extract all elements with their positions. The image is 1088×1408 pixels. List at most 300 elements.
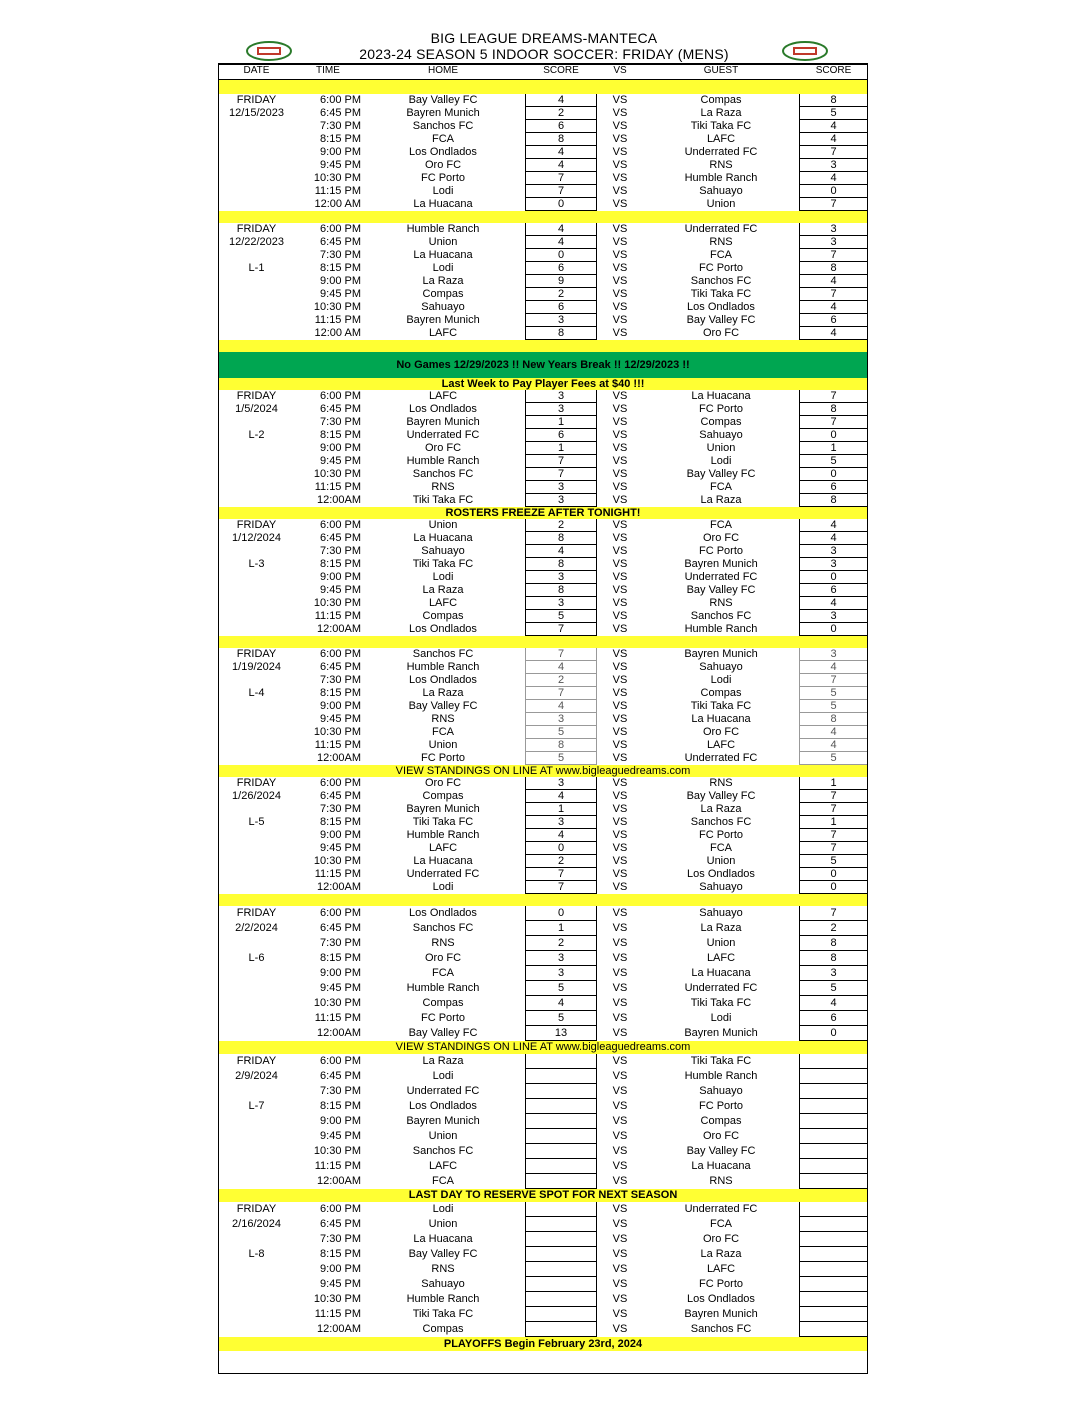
home-score[interactable]: 5: [525, 981, 597, 996]
home-score[interactable]: 1: [525, 921, 597, 936]
guest-score[interactable]: 3: [799, 159, 868, 172]
home-score[interactable]: 4: [525, 545, 597, 558]
home-team: Los Ondlados: [409, 907, 477, 919]
home-team: Humble Ranch: [406, 1293, 480, 1305]
game-row: [218, 687, 868, 700]
game-row: [218, 868, 868, 881]
game-row: [218, 1202, 868, 1217]
home-team: Bay Valley FC: [408, 94, 478, 106]
vs-label: VS: [612, 314, 628, 326]
home-score[interactable]: 3: [525, 597, 597, 610]
time-cell: 11:15 PM: [314, 185, 361, 197]
date-cell: 12/22/2023: [228, 236, 285, 248]
home-team: Tiki Taka FC: [412, 494, 474, 506]
game-row: [218, 327, 868, 340]
notice-banner: LAST DAY TO RESERVE SPOT FOR NEXT SEASON: [218, 1189, 868, 1202]
home-score[interactable]: 1: [525, 803, 597, 816]
game-row: [218, 1262, 868, 1277]
home-score[interactable]: [525, 1322, 597, 1337]
game-row: [218, 1084, 868, 1099]
guest-score[interactable]: [799, 1054, 868, 1069]
guest-team: Los Ondlados: [687, 868, 755, 880]
game-row: [218, 726, 868, 739]
game-row: [218, 288, 868, 301]
guest-team: LAFC: [706, 739, 736, 751]
game-row: [218, 159, 868, 172]
home-score[interactable]: 3: [525, 314, 597, 327]
guest-score[interactable]: 5: [799, 107, 868, 120]
home-score[interactable]: 2: [525, 107, 597, 120]
vs-label: VS: [612, 674, 628, 686]
guest-score[interactable]: 2: [799, 921, 868, 936]
date-cell: 2/2/2024: [235, 922, 278, 934]
guest-team: La Raza: [700, 107, 742, 119]
home-score[interactable]: 0: [525, 842, 597, 855]
guest-score[interactable]: 3: [799, 223, 868, 236]
time-cell: 6:45 PM: [320, 661, 361, 673]
guest-score[interactable]: 0: [799, 185, 868, 198]
home-team: Bayren Munich: [406, 314, 480, 326]
home-score[interactable]: 0: [525, 249, 597, 262]
guest-score[interactable]: [799, 1277, 868, 1292]
guest-score[interactable]: 3: [799, 610, 868, 623]
date-cell: L-1: [248, 262, 265, 274]
game-row: [218, 790, 868, 803]
home-score[interactable]: [525, 1217, 597, 1232]
guest-score[interactable]: [799, 1069, 868, 1084]
home-score[interactable]: 9: [525, 275, 597, 288]
vs-label: VS: [612, 1130, 628, 1142]
home-score[interactable]: 5: [525, 610, 597, 623]
date-cell: FRIDAY: [236, 1203, 277, 1215]
home-score[interactable]: 6: [525, 120, 597, 133]
guest-score[interactable]: 4: [799, 275, 868, 288]
game-row: [218, 713, 868, 726]
home-score[interactable]: 6: [525, 429, 597, 442]
guest-team: RNS: [709, 1175, 733, 1187]
vs-label: VS: [612, 519, 628, 531]
home-team: Los Ondlados: [409, 674, 477, 686]
home-score[interactable]: 4: [525, 790, 597, 803]
home-team: Los Ondlados: [409, 403, 477, 415]
guest-score[interactable]: 8: [799, 403, 868, 416]
time-cell: 12:00 AM: [314, 327, 361, 339]
notice-banner: VIEW STANDINGS ON LINE AT www.bigleaguedreams.com: [218, 1041, 868, 1054]
vs-label: VS: [612, 1085, 628, 1097]
guest-team: FCA: [710, 1218, 732, 1230]
home-score[interactable]: 7: [525, 687, 597, 700]
vs-label: VS: [612, 881, 628, 893]
time-cell: 9:45 PM: [320, 842, 361, 854]
home-score[interactable]: 13: [525, 1026, 597, 1041]
home-score[interactable]: 6: [525, 262, 597, 275]
vs-label: VS: [612, 403, 628, 415]
home-team: LAFC: [428, 842, 458, 854]
guest-score[interactable]: [799, 1099, 868, 1114]
home-team: Bayren Munich: [406, 107, 480, 119]
guest-score[interactable]: 4: [799, 519, 868, 532]
home-score[interactable]: 5: [525, 752, 597, 765]
guest-score[interactable]: [799, 1247, 868, 1262]
guest-score[interactable]: 7: [799, 198, 868, 211]
guest-score[interactable]: 6: [799, 584, 868, 597]
home-score[interactable]: 0: [525, 198, 597, 211]
home-team: Sahuayo: [421, 1278, 465, 1290]
home-score[interactable]: 7: [525, 455, 597, 468]
date-cell: 1/19/2024: [232, 661, 281, 673]
guest-score[interactable]: 5: [799, 687, 868, 700]
home-team: Sanchos FC: [412, 922, 474, 934]
home-score[interactable]: 2: [525, 855, 597, 868]
guest-score[interactable]: 3: [799, 545, 868, 558]
vs-label: VS: [612, 584, 628, 596]
time-cell: 10:30 PM: [313, 855, 361, 867]
guest-team: Los Ondlados: [687, 1293, 755, 1305]
home-score[interactable]: [525, 1069, 597, 1084]
home-score[interactable]: [525, 1307, 597, 1322]
vs-label: VS: [612, 1012, 628, 1024]
guest-score[interactable]: 4: [799, 172, 868, 185]
time-cell: 9:45 PM: [320, 584, 361, 596]
guest-team: Oro FC: [702, 532, 740, 544]
home-score[interactable]: [525, 1144, 597, 1159]
guest-score[interactable]: 5: [799, 700, 868, 713]
home-score[interactable]: 7: [525, 185, 597, 198]
home-score[interactable]: 3: [525, 481, 597, 494]
game-row: [218, 921, 868, 936]
guest-score[interactable]: 3: [799, 966, 868, 981]
guest-score[interactable]: 0: [799, 571, 868, 584]
guest-score[interactable]: 4: [799, 120, 868, 133]
guest-score[interactable]: 7: [799, 390, 868, 403]
time-cell: 10:30 PM: [313, 1293, 361, 1305]
date-cell: 1/12/2024: [232, 532, 281, 544]
vs-label: VS: [612, 790, 628, 802]
guest-score[interactable]: 4: [799, 661, 868, 674]
guest-score[interactable]: 7: [799, 674, 868, 687]
home-score[interactable]: [525, 1262, 597, 1277]
guest-score[interactable]: [799, 1232, 868, 1247]
guest-team: Underrated FC: [684, 146, 758, 158]
date-cell: FRIDAY: [236, 777, 277, 789]
home-score[interactable]: 7: [525, 468, 597, 481]
home-team: La Huacana: [413, 1233, 473, 1245]
home-score[interactable]: 4: [525, 94, 597, 107]
game-row: [218, 674, 868, 687]
home-team: Los Ondlados: [409, 623, 477, 635]
guest-score[interactable]: 3: [799, 558, 868, 571]
home-score[interactable]: 4: [525, 700, 597, 713]
vs-label: VS: [612, 997, 628, 1009]
home-score[interactable]: 3: [525, 951, 597, 966]
home-score[interactable]: 3: [525, 713, 597, 726]
vs-label: VS: [612, 777, 628, 789]
guest-score[interactable]: 8: [799, 936, 868, 951]
time-cell: 9:00 PM: [320, 967, 361, 979]
guest-team: Union: [706, 198, 736, 210]
guest-score[interactable]: 0: [799, 429, 868, 442]
home-team: Underrated FC: [406, 1085, 480, 1097]
guest-team: FC Porto: [698, 1100, 743, 1112]
home-score[interactable]: 1: [525, 442, 597, 455]
guest-score[interactable]: 7: [799, 906, 868, 921]
game-row: [218, 1322, 868, 1337]
home-score[interactable]: 4: [525, 236, 597, 249]
home-score[interactable]: [525, 1292, 597, 1307]
vs-label: VS: [612, 468, 628, 480]
home-score[interactable]: 7: [525, 172, 597, 185]
home-team: Sanchos FC: [412, 648, 474, 660]
home-team: Compas: [422, 288, 464, 300]
guest-team: Union: [706, 442, 736, 454]
guest-score[interactable]: 4: [799, 301, 868, 314]
home-score[interactable]: 7: [525, 648, 597, 661]
guest-score[interactable]: 8: [799, 262, 868, 275]
home-score[interactable]: 2: [525, 936, 597, 951]
guest-score[interactable]: 6: [799, 314, 868, 327]
home-score[interactable]: 7: [525, 623, 597, 636]
guest-score[interactable]: [799, 1084, 868, 1099]
time-cell: 9:45 PM: [320, 982, 361, 994]
time-cell: 12:00AM: [316, 1027, 361, 1039]
guest-team: Sahuayo: [699, 185, 743, 197]
home-score[interactable]: 3: [525, 390, 597, 403]
guest-score[interactable]: 8: [799, 494, 868, 507]
guest-score[interactable]: 7: [799, 803, 868, 816]
game-row: [218, 623, 868, 636]
home-team: La Huacana: [413, 855, 473, 867]
guest-score[interactable]: 4: [799, 532, 868, 545]
home-score[interactable]: 4: [525, 159, 597, 172]
vs-label: VS: [612, 1055, 628, 1067]
home-team: Bay Valley FC: [408, 1248, 478, 1260]
vs-label: VS: [612, 1175, 628, 1187]
game-row: [218, 249, 868, 262]
guest-score[interactable]: 3: [799, 648, 868, 661]
guest-score[interactable]: [799, 1292, 868, 1307]
home-score[interactable]: [525, 1159, 597, 1174]
guest-score[interactable]: 7: [799, 146, 868, 159]
home-score[interactable]: [525, 1247, 597, 1262]
vs-label: VS: [612, 159, 628, 171]
home-score[interactable]: [525, 1174, 597, 1189]
game-row: [218, 403, 868, 416]
guest-team: LAFC: [706, 952, 736, 964]
home-score[interactable]: [525, 1054, 597, 1069]
guest-score[interactable]: [799, 1307, 868, 1322]
home-team: Union: [428, 236, 458, 248]
home-score[interactable]: 2: [525, 674, 597, 687]
vs-label: VS: [612, 713, 628, 725]
home-team: LAFC: [428, 390, 458, 402]
home-score[interactable]: [525, 1232, 597, 1247]
home-score[interactable]: 3: [525, 966, 597, 981]
time-cell: 6:45 PM: [320, 532, 361, 544]
vs-label: VS: [612, 1278, 628, 1290]
guest-score[interactable]: 5: [799, 455, 868, 468]
game-row: [218, 301, 868, 314]
home-team: Humble Ranch: [406, 661, 480, 673]
game-row: [218, 752, 868, 765]
home-score[interactable]: [525, 1277, 597, 1292]
home-score[interactable]: 8: [525, 327, 597, 340]
time-cell: 7:30 PM: [320, 416, 361, 428]
vs-label: VS: [612, 172, 628, 184]
guest-score[interactable]: 8: [799, 94, 868, 107]
guest-score[interactable]: 7: [799, 790, 868, 803]
home-score[interactable]: [525, 1099, 597, 1114]
time-cell: 8:15 PM: [320, 952, 361, 964]
home-score[interactable]: [525, 1114, 597, 1129]
home-score[interactable]: 7: [525, 881, 597, 894]
home-score[interactable]: 5: [525, 726, 597, 739]
game-row: [218, 1026, 868, 1041]
home-score[interactable]: 8: [525, 739, 597, 752]
guest-score[interactable]: 8: [799, 951, 868, 966]
guest-score[interactable]: [799, 1202, 868, 1217]
home-score[interactable]: 8: [525, 532, 597, 545]
guest-score[interactable]: [799, 1322, 868, 1337]
guest-score[interactable]: 7: [799, 842, 868, 855]
home-score[interactable]: 6: [525, 301, 597, 314]
vs-label: VS: [612, 1145, 628, 1157]
vs-label: VS: [612, 223, 628, 235]
time-cell: 11:15 PM: [314, 1308, 361, 1320]
home-score[interactable]: [525, 1084, 597, 1099]
home-score[interactable]: 8: [525, 584, 597, 597]
home-score[interactable]: 5: [525, 1011, 597, 1026]
guest-team: Bayren Munich: [684, 648, 758, 660]
guest-score[interactable]: [799, 1262, 868, 1277]
home-score[interactable]: 7: [525, 868, 597, 881]
guest-score[interactable]: [799, 1144, 868, 1159]
home-team: Sanchos FC: [412, 1145, 474, 1157]
vs-label: VS: [612, 429, 628, 441]
game-row: [218, 1114, 868, 1129]
home-score[interactable]: 4: [525, 829, 597, 842]
home-score[interactable]: 0: [525, 906, 597, 921]
game-row: [218, 275, 868, 288]
home-team: La Huacana: [413, 198, 473, 210]
guest-score[interactable]: 5: [799, 855, 868, 868]
guest-team: Tiki Taka FC: [690, 1055, 752, 1067]
time-cell: 9:00 PM: [320, 1115, 361, 1127]
guest-score[interactable]: 4: [799, 597, 868, 610]
vs-label: VS: [612, 442, 628, 454]
guest-score[interactable]: 4: [799, 739, 868, 752]
notice-banner: VIEW STANDINGS ON LINE AT www.bigleaguedreams.com: [218, 765, 868, 777]
time-cell: 8:15 PM: [320, 429, 361, 441]
guest-team: La Huacana: [691, 1160, 751, 1172]
time-cell: 9:45 PM: [320, 713, 361, 725]
game-row: [218, 532, 868, 545]
guest-team: FC Porto: [698, 262, 743, 274]
home-score[interactable]: 1: [525, 416, 597, 429]
guest-score[interactable]: [799, 1114, 868, 1129]
game-row: [218, 1232, 868, 1247]
guest-score[interactable]: 0: [799, 468, 868, 481]
game-row: [218, 120, 868, 133]
guest-score[interactable]: 4: [799, 327, 868, 340]
guest-score[interactable]: 1: [799, 442, 868, 455]
vs-label: VS: [612, 952, 628, 964]
game-row: [218, 1129, 868, 1144]
guest-team: FC Porto: [698, 403, 743, 415]
guest-score[interactable]: 4: [799, 133, 868, 146]
guest-score[interactable]: 0: [799, 868, 868, 881]
home-score[interactable]: [525, 1202, 597, 1217]
home-score[interactable]: 3: [525, 571, 597, 584]
guest-score[interactable]: 0: [799, 1026, 868, 1041]
guest-team: La Raza: [700, 494, 742, 506]
home-score[interactable]: 4: [525, 223, 597, 236]
guest-score[interactable]: 4: [799, 726, 868, 739]
time-cell: 6:00 PM: [320, 1055, 361, 1067]
home-team: Humble Ranch: [406, 982, 480, 994]
guest-score[interactable]: 7: [799, 416, 868, 429]
home-score[interactable]: 8: [525, 133, 597, 146]
guest-team: FC Porto: [698, 829, 743, 841]
game-row: [218, 1247, 868, 1262]
home-score[interactable]: 3: [525, 494, 597, 507]
guest-score[interactable]: 6: [799, 1011, 868, 1026]
home-score[interactable]: 2: [525, 288, 597, 301]
home-team: LAFC: [428, 327, 458, 339]
home-score[interactable]: 8: [525, 558, 597, 571]
guest-score[interactable]: 6: [799, 481, 868, 494]
guest-team: Sahuayo: [699, 1085, 743, 1097]
league-logo-left: [245, 40, 293, 62]
date-cell: L-5: [248, 816, 265, 828]
vs-label: VS: [612, 1248, 628, 1260]
game-row: [218, 803, 868, 816]
guest-score[interactable]: [799, 1174, 868, 1189]
guest-score[interactable]: 7: [799, 249, 868, 262]
date-cell: FRIDAY: [236, 907, 277, 919]
guest-score[interactable]: [799, 1217, 868, 1232]
home-score[interactable]: 4: [525, 661, 597, 674]
guest-score[interactable]: 5: [799, 981, 868, 996]
guest-score[interactable]: 4: [799, 996, 868, 1011]
guest-score[interactable]: 7: [799, 829, 868, 842]
home-score[interactable]: 2: [525, 519, 597, 532]
guest-team: Underrated FC: [684, 571, 758, 583]
home-score[interactable]: 3: [525, 403, 597, 416]
vs-label: VS: [612, 133, 628, 145]
home-score[interactable]: 3: [525, 816, 597, 829]
guest-team: Bay Valley FC: [686, 314, 756, 326]
home-score[interactable]: [525, 1129, 597, 1144]
guest-score[interactable]: 1: [799, 816, 868, 829]
guest-score[interactable]: 3: [799, 236, 868, 249]
guest-score[interactable]: 8: [799, 713, 868, 726]
guest-score[interactable]: 0: [799, 623, 868, 636]
game-row: [218, 107, 868, 120]
home-score[interactable]: 4: [525, 146, 597, 159]
guest-score[interactable]: 5: [799, 752, 868, 765]
home-team: La Huacana: [413, 249, 473, 261]
guest-score[interactable]: 1: [799, 777, 868, 790]
date-cell: 2/9/2024: [235, 1070, 278, 1082]
guest-score[interactable]: [799, 1129, 868, 1144]
time-cell: 9:00 PM: [320, 571, 361, 583]
time-cell: 10:30 PM: [313, 172, 361, 184]
home-score[interactable]: 4: [525, 996, 597, 1011]
guest-score[interactable]: 7: [799, 288, 868, 301]
guest-score[interactable]: [799, 1159, 868, 1174]
guest-score[interactable]: 0: [799, 881, 868, 894]
home-score[interactable]: 3: [525, 777, 597, 790]
